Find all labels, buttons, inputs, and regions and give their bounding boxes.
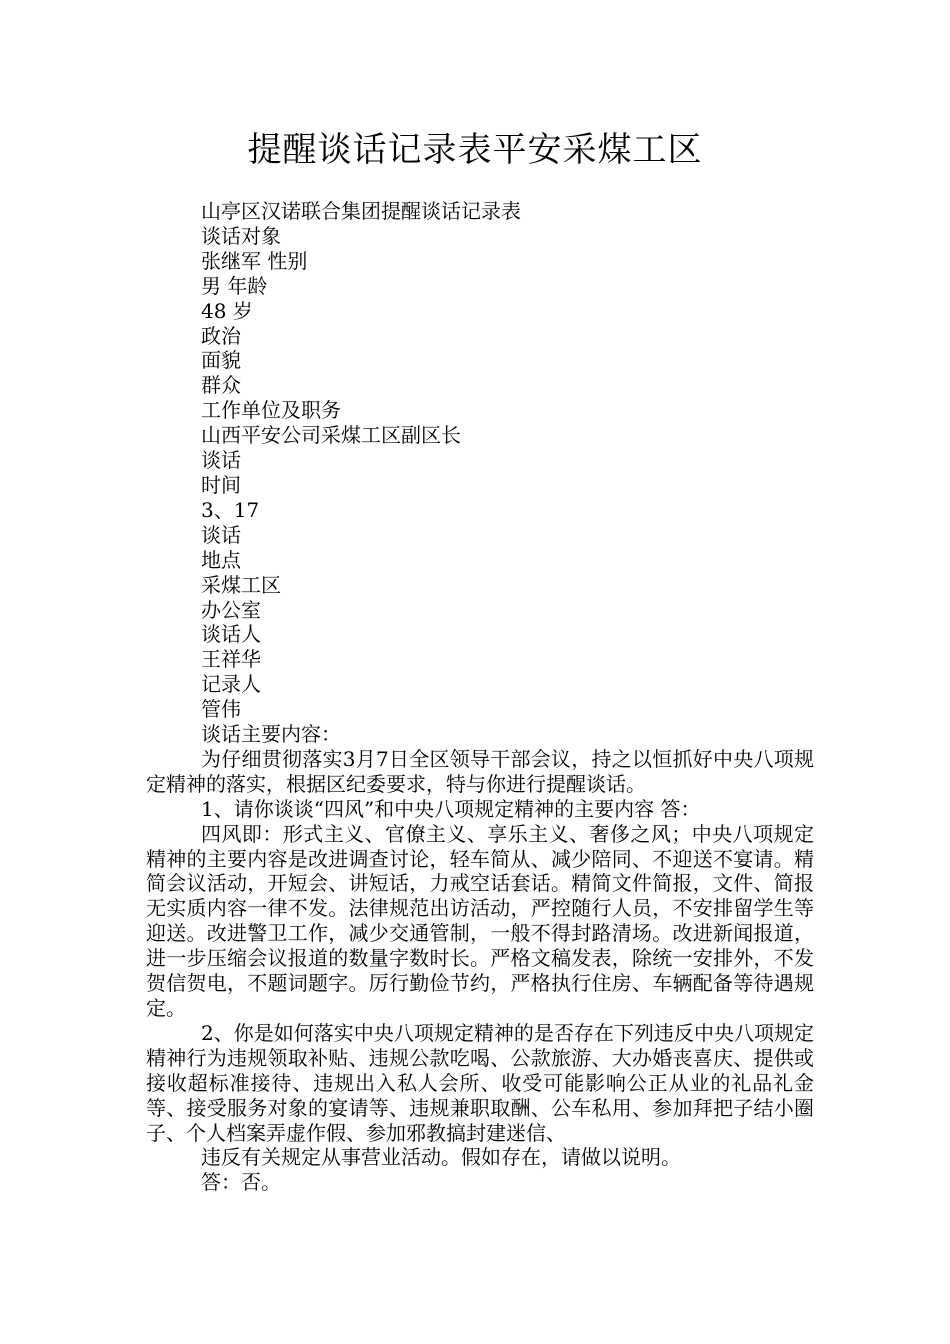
field-label-subject: 谈话对象	[201, 223, 281, 248]
field-label-recorder: 记录人	[201, 672, 261, 697]
paragraph-intro: 为仔细贯彻落实3月7日全区领导干部会议，持之以恒抓好中央八项规定精神的落实，根据区纪委要求，特与你进行提醒谈话。	[146, 746, 814, 796]
field-value-political-status: 群众	[201, 373, 241, 398]
field-value-age: 48 岁	[201, 298, 253, 323]
field-label-talk-2: 谈话	[201, 522, 241, 547]
document-title: 提醒谈话记录表平安采煤工区	[247, 130, 703, 170]
paragraph-answer-2: 答：否。	[201, 1170, 281, 1195]
field-label-interviewer: 谈话人	[201, 622, 261, 647]
field-value-unit-position: 山西平安公司采煤工区副区长	[201, 423, 461, 448]
paragraph-question-2-cont: 违反有关规定从事营业活动。假如存在，请做以说明。	[201, 1145, 681, 1170]
paragraph-question-1: 1、请你谈谈“四风”和中央八项规定精神的主要内容 答：	[201, 796, 701, 821]
paragraph-question-2: 2、你是如何落实中央八项规定精神的是否存在下列违反中央八项规定精神行为违规领取补贴、违规公款吃喝、公款旅游、大办婚丧喜庆、提供或接收超标准接待、违规出入私人会所、收受可能影响公正从业的礼品礼金等、接受服务对象的宴请等、违规兼职取酬、公车私用、参加拜把子结小圈子、个人档案弄虚作假、参加邪教搞封建迷信、	[146, 1020, 814, 1145]
field-label-talk: 谈话	[201, 448, 241, 473]
field-value-name-gender: 张继军 性别	[201, 248, 308, 273]
field-value-gender-age: 男 年龄	[201, 273, 268, 298]
record-header: 山亭区汉诺联合集团提醒谈话记录表	[201, 199, 521, 223]
field-label-location: 地点	[201, 547, 241, 572]
field-value-interviewer: 王祥华	[201, 647, 261, 672]
field-value-time: 3、17	[201, 497, 260, 522]
document-body	[146, 199, 814, 1195]
paragraph-answer-1: 四风即：形式主义、官僚主义、享乐主义、奢侈之风；中央八项规定精神的主要内容是改进调查讨论，轻车简从、减少陪同、不迎送不宴请。精简会议活动，开短会、讲短话，力戒空话套话。精简文件简报，文件、简报无实质内容一律不发。法律规范出访活动，严控随行人员，不安排留学生等迎送。改进警卫工作，减少交通管制，一般不得封路清场。改进新闻报道，进一步压缩会议报道的数量字数时长。严格文稿发表，除统一安排外，不发贺信贺电，不题词题字。厉行勤俭节约，严格执行住房、车辆配备等待遇规定。	[146, 821, 814, 1020]
field-value-recorder: 管伟	[201, 697, 241, 722]
field-label-content: 谈话主要内容：	[201, 722, 341, 747]
field-value-office: 办公室	[201, 597, 261, 622]
field-label-time: 时间	[201, 472, 241, 497]
field-label-unit-position: 工作单位及职务	[201, 398, 341, 423]
field-value-location: 采煤工区	[201, 572, 281, 597]
field-label-status: 面貌	[201, 348, 241, 373]
field-label-political: 政治	[201, 323, 241, 348]
